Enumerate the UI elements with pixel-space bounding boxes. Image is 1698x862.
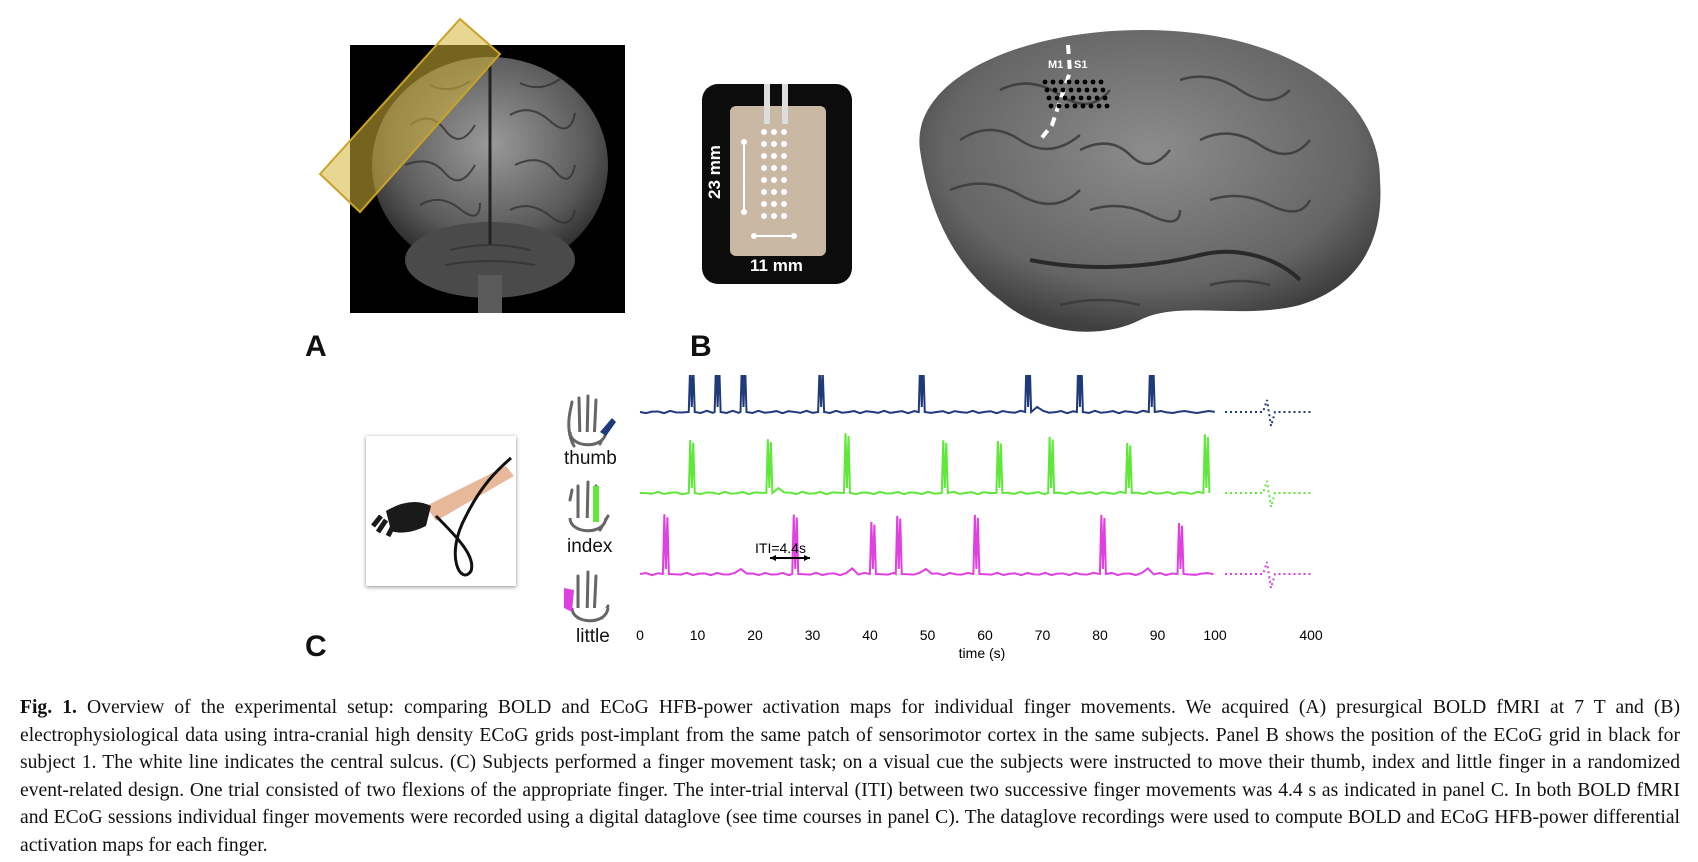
iti-label: ITI=4.4s: [755, 540, 806, 556]
x-tick-label: 70: [1034, 627, 1051, 643]
little-trace-continuation: [1225, 562, 1311, 588]
panel-b-label: B: [690, 330, 712, 363]
thumb-trace-continuation: [1225, 400, 1311, 426]
index-hand-icon: [560, 478, 620, 536]
caption-text: Overview of the experimental setup: comparing BOLD and ECoG HFB-power activation maps for individual finger movements. We acquired (A) presurgical BOLD fMRI at 7 T and (B) electrophysiological data using intra-cranial high density ECoG grids post-implant from the same patch of sensorimotor cortex in the same subjects. Panel B shows the position of the ECoG grid in black for subject 1. The white line indicates the central sulcus. (C) Subjects performed a finger movement task; on a visual cue the subjects were instructed to move their thumb, index and little finger in a randomized event-related design. One trial consisted of two flexions of the appropriate finger. The inter-trial interval (ITI) between two successive finger movements was 4.4 s as indicated in panel C. In both BOLD fMRI and ECoG sessions individual finger movements were recorded using a digital dataglove (see time courses in panel C). The dataglove recordings were used to compute BOLD and ECoG HFB-power differential activation maps for each finger.: [20, 697, 1681, 856]
grid-height-label: 23 mm: [704, 145, 724, 199]
brain-lateral-render: [880, 20, 1400, 360]
s1-label: S1: [1074, 59, 1088, 71]
thumb-hand-icon: [560, 392, 620, 450]
x-tick-label: 30: [804, 627, 821, 643]
little-label: little: [576, 626, 610, 647]
ecog-grid-photo: [702, 84, 852, 284]
x-tick-label: 10: [689, 627, 706, 643]
x-tick-label: 400: [1299, 627, 1323, 643]
x-tick-label: 100: [1203, 627, 1227, 643]
grid-width-label: 11 mm: [750, 256, 803, 275]
finger-movement-traces: [630, 375, 1380, 675]
x-tick-label: 50: [919, 627, 936, 643]
m1-label: M1: [1048, 59, 1064, 71]
x-tick-label: 20: [747, 627, 763, 643]
panel-c-label: C: [305, 630, 327, 663]
x-axis-label: time (s): [958, 645, 1006, 661]
little-hand-icon: [560, 568, 620, 626]
x-tick-label: 60: [977, 627, 993, 643]
x-tick-label: 90: [1149, 627, 1166, 643]
little-trace: [640, 514, 1214, 575]
index-label: index: [567, 536, 613, 557]
thumb-trace: [640, 375, 1215, 413]
figure-caption: [20, 694, 1680, 859]
thumb-label: thumb: [564, 448, 617, 469]
index-trace: [640, 433, 1209, 494]
x-tick-label: 0: [636, 627, 644, 643]
panel-a-label: A: [305, 330, 327, 363]
index-trace-continuation: [1225, 481, 1311, 507]
x-tick-label: 80: [1092, 627, 1108, 643]
caption-label: Fig. 1.: [20, 697, 77, 718]
dataglove-photo: [366, 436, 516, 586]
fmri-slab-overlay: [310, 14, 510, 214]
x-tick-label: 40: [862, 627, 878, 643]
